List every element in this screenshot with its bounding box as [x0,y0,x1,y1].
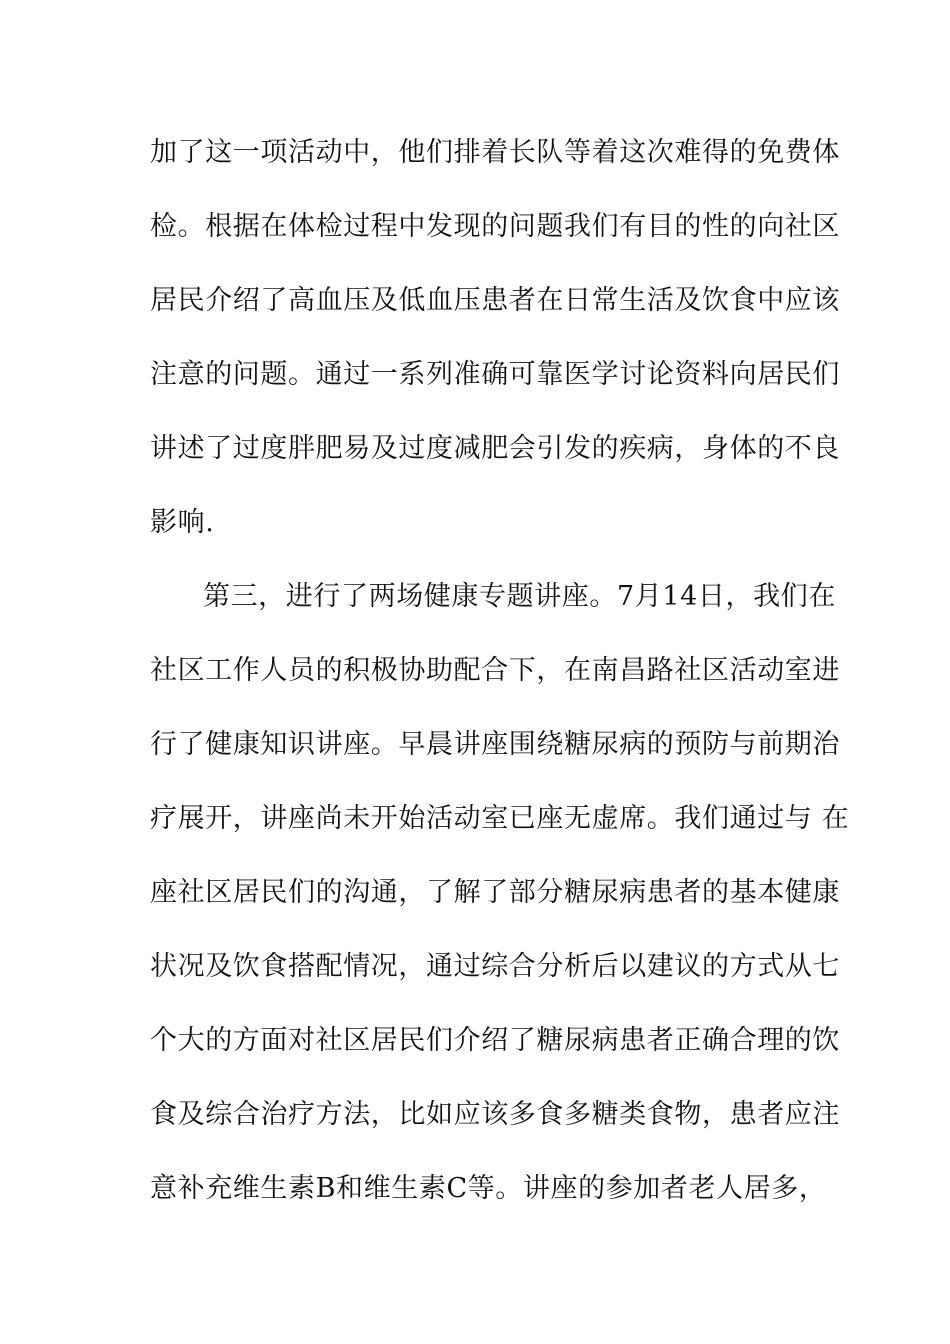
text-line: 讲述了过度胖肥易及过度减肥会引发的疾病，身体的不良 [150,433,840,464]
text-line: 社区工作人员的积极协助配合下，在南昌路社区活动室进 [150,655,840,686]
text-line: 个大的方面对社区居民们介绍了糖尿病患者正确合理的饮 [150,1025,840,1056]
text-line: 注意的问题。通过一系列准确可靠医学讨论资料向居民们 [150,359,840,390]
text-line: 意补充维生素B和维生素C等。讲座的参加者老人居多， [150,1173,827,1204]
text-line: 检。根据在体检过程中发现的问题我们有目的性的向社区 [150,211,840,242]
text-line: 座社区居民们的沟通，了解了部分糖尿病患者的基本健康 [150,877,840,908]
text-line: 影响. [150,507,215,538]
text-line: 行了健康知识讲座。早晨讲座围绕糖尿病的预防与前期治 [150,729,840,760]
paragraph-first-line: 第三，进行了两场健康专题讲座。7月14日，我们在 [203,581,836,612]
text-line: 状况及饮食搭配情况，通过综合分析后以建议的方式从七 [150,951,840,982]
text-line: 食及综合治疗方法，比如应该多食多糖类食物，患者应注 [150,1099,840,1130]
text-line: 疗展开，讲座尚未开始活动室已座无虚席。我们通过与 在 [150,803,850,834]
text-line: 居民介绍了高血压及低血压患者在日常生活及饮食中应该 [150,285,840,316]
text-line: 加了这一项活动中，他们排着长队等着这次难得的免费体 [150,137,840,168]
